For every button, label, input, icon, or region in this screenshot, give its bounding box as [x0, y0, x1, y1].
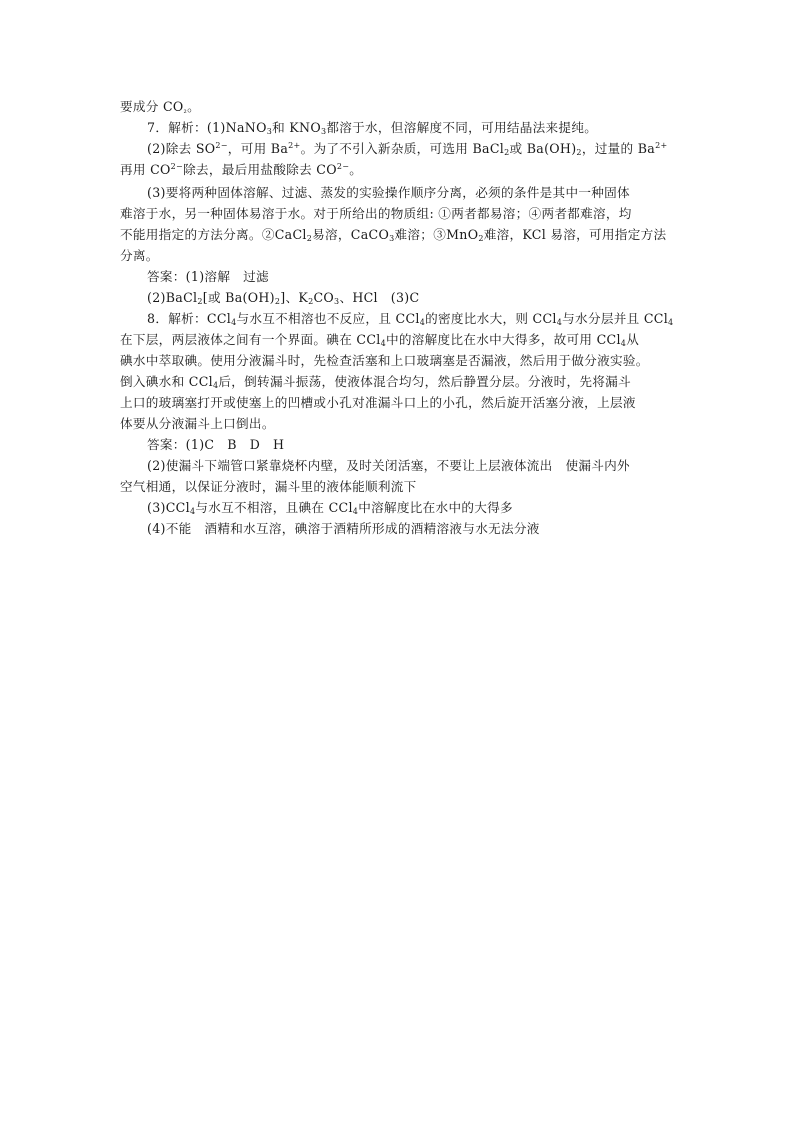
line-text: 从 [626, 332, 640, 347]
line-text: 或 Ba(OH) [509, 141, 577, 156]
answer-7-line-1: 答案：(1)溶解 过滤 [147, 269, 269, 284]
line-text: ，过量的 Ba [581, 141, 656, 156]
subscript: 4 [231, 318, 237, 327]
line-text: 。为了不引入新杂质，可选用 BaCl [300, 141, 505, 156]
subscript: 2 [274, 297, 281, 306]
subscript: 3 [266, 127, 273, 136]
text-line-13: 碘水中萃取碘。使用分液漏斗时，先检查活塞和上口玻璃塞是否漏液，然后用于做分液实验。 [120, 353, 649, 368]
subscript: 2 [197, 297, 203, 306]
text-line-16: 体要从分液漏斗上口倒出。 [120, 416, 275, 431]
text-line-8: 分离。 [120, 248, 159, 263]
answer-8-line-5: (4)不能 酒精和水互溶，碘溶于酒精所形成的酒精溶液与水无法分液 [147, 521, 540, 536]
answer-7-line-2 [147, 289, 419, 307]
subscript: 4 [352, 507, 359, 516]
question-8-heading [147, 310, 673, 328]
line-text: 难溶，KCl 易溶，可用指定方法 [483, 227, 667, 242]
text-line-14 [120, 373, 631, 391]
line-text: 再用 CO [120, 162, 171, 177]
subscript: 4 [668, 318, 674, 327]
line-text: 与水互不相溶也不反应，且 CCl [236, 311, 420, 326]
subscript: 4 [556, 318, 563, 327]
subscript: 3 [389, 234, 395, 243]
line-text: (2)除去 SO [147, 141, 216, 156]
text-line-12 [120, 331, 639, 349]
line-text: 与水互不相溶，且碘在 CCl [195, 500, 353, 515]
superscript: 2− [336, 162, 350, 171]
line-text: 8．解析：CCl [147, 311, 232, 326]
text-line-3 [147, 140, 667, 158]
subscript: 2 [306, 234, 313, 243]
line-text: 倒入碘水和 CCl [120, 374, 213, 389]
text-line-4 [120, 161, 362, 179]
line-text: 、HCl (3)C [339, 290, 420, 305]
line-text: 除去，最后用盐酸除去 CO [183, 162, 337, 177]
subscript: 2 [478, 234, 484, 243]
subscript: 3 [320, 127, 327, 136]
line-text: 中的溶解度比在水中大得多，故可用 CCl [385, 332, 621, 347]
line-text: [或 Ba(OH) [202, 290, 275, 305]
line-1-text: 。 [187, 99, 200, 114]
answer-8-line-2: (2)使漏斗下端管口紧靠烧杯内壁，及时关闭活塞，不要让上层液体流出 使漏斗内外 [147, 458, 630, 473]
subscript: 4 [620, 339, 627, 348]
line-text: (2)BaCl [147, 290, 198, 305]
text-line-15: 上口的玻璃塞打开或使塞上的凹槽或小孔对准漏斗口上的小孔，然后旋开活塞分液，上层液 [120, 395, 636, 410]
line-text: 都溶于水，但溶解度不同，可用结晶法来提纯。 [326, 120, 598, 135]
line-text: 难溶；③MnO [394, 227, 479, 242]
subscript: 2 [504, 148, 510, 157]
text-line-1 [120, 98, 200, 116]
question-7-heading [147, 119, 597, 137]
subscript: 2 [576, 148, 582, 157]
subscript: 4 [212, 381, 219, 390]
line-text: 后，倒转漏斗振荡，使液体混合均匀，然后静置分层。分液时，先将漏斗 [218, 374, 631, 389]
line-text: 。 [349, 162, 363, 177]
line-text: 的密度比水大，则 CCl [425, 311, 557, 326]
subscript: 3 [334, 297, 340, 306]
answer-8-line-4 [147, 499, 513, 517]
subscript: 4 [189, 507, 196, 516]
answer-8-line-3: 空气相通，以保证分液时，漏斗里的液体能顺利流下 [120, 479, 417, 494]
superscript: 2− [170, 162, 184, 171]
superscript: 2+ [288, 141, 301, 150]
line-text: ]、K [280, 290, 309, 305]
line-text: 易溶，CaCO [312, 227, 390, 242]
text-line-5: (3)要将两种固体溶解、过滤、蒸发的实验操作顺序分离，必须的条件是其中一种固体 [147, 185, 630, 200]
line-text: 中溶解度比在水中的大得多 [358, 500, 513, 515]
subscript: 2 [308, 297, 314, 306]
line-text: 和 KNO [272, 120, 321, 135]
superscript: 2+ [655, 141, 668, 150]
answer-8-line-1: 答案：(1)C B D H [147, 437, 285, 452]
line-text: ，可用 Ba [227, 141, 289, 156]
line-text: 不能用指定的方法分离。②CaCl [120, 227, 307, 242]
line-text: CO [313, 290, 335, 305]
text-line-7 [120, 226, 666, 244]
line-text: (3)CCl [147, 500, 190, 515]
subscript: 4 [419, 318, 426, 327]
line-1-text: 要成分 CO [120, 99, 184, 114]
subscript: ₂ [183, 106, 188, 115]
line-text: 在下层，两层液体之间有一个界面。碘在 CCl [120, 332, 381, 347]
text-line-6: 难溶于水，另一种固体易溶于水。对于所给出的物质组: ①两者都易溶；④两者都难溶，均 [120, 206, 632, 221]
superscript: 2− [215, 141, 228, 150]
line-text: 7．解析：(1)NaNO [147, 120, 267, 135]
line-text: 与水分层并且 CCl [562, 311, 669, 326]
subscript: 4 [380, 339, 386, 348]
